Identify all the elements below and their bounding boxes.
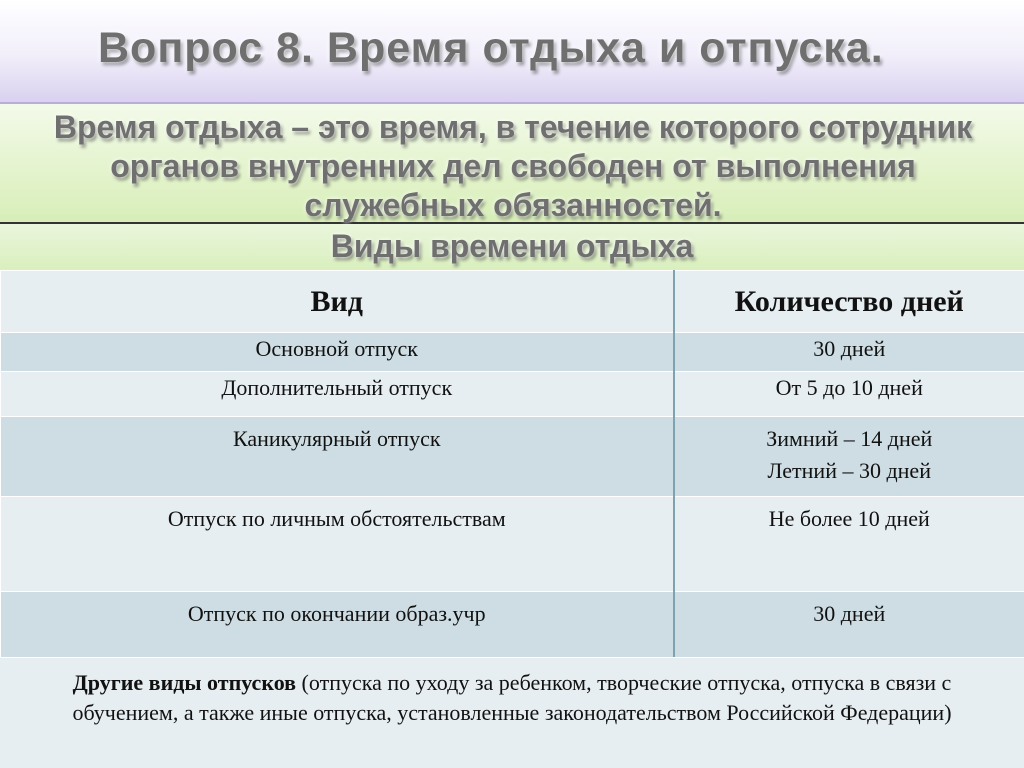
table-row [1,417,1024,497]
title-bar [0,0,1024,104]
kinds-header-box [0,224,1024,270]
row-kind: Основной отпуск [1,333,674,372]
header-days: Количество дней [674,271,1024,333]
row-days: Не более 10 дней [674,497,1024,592]
row-days: От 5 до 10 дней [674,372,1024,417]
row-kind: Каникулярный отпуск [1,417,674,497]
row-days-line: Зимний – 14 дней [675,425,1024,453]
table-row [1,333,1024,372]
footer-text [0,658,1024,728]
row-kind: Дополнительный отпуск [1,372,674,417]
footer-rest: (отпуска по уходу за ребенком, творческие отпуска, отпуска в связи с обучением, а также иные отпуска, установленные законодательством Российской Федерации) [72,670,951,725]
definition-box [0,104,1024,224]
row-kind: Отпуск по окончании образ.учр [1,592,674,658]
row-days-line: Летний – 30 дней [675,457,1024,485]
table-row [1,372,1024,417]
row-kind: Отпуск по личным обстоятельствам [1,497,674,592]
kinds-title: Виды времени отдыха [0,226,1024,266]
row-days: 30 дней [674,333,1024,372]
header-kind: Вид [1,271,674,333]
row-days: 30 дней [674,592,1024,658]
definition-text: Время отдыха – это время, в течение которого сотрудник органов внутренних дел свободен от выполнения служебных обязанностей. [18,108,1008,225]
vacation-table [0,270,1024,658]
footer-bold: Другие виды отпусков [73,670,296,695]
row-days [674,417,1024,497]
table-header-row [1,271,1024,333]
footer-box [0,657,1024,768]
table-row [1,497,1024,592]
slide-title: Вопрос 8. Время отдыха и отпуска. [98,24,884,73]
table-row [1,592,1024,658]
